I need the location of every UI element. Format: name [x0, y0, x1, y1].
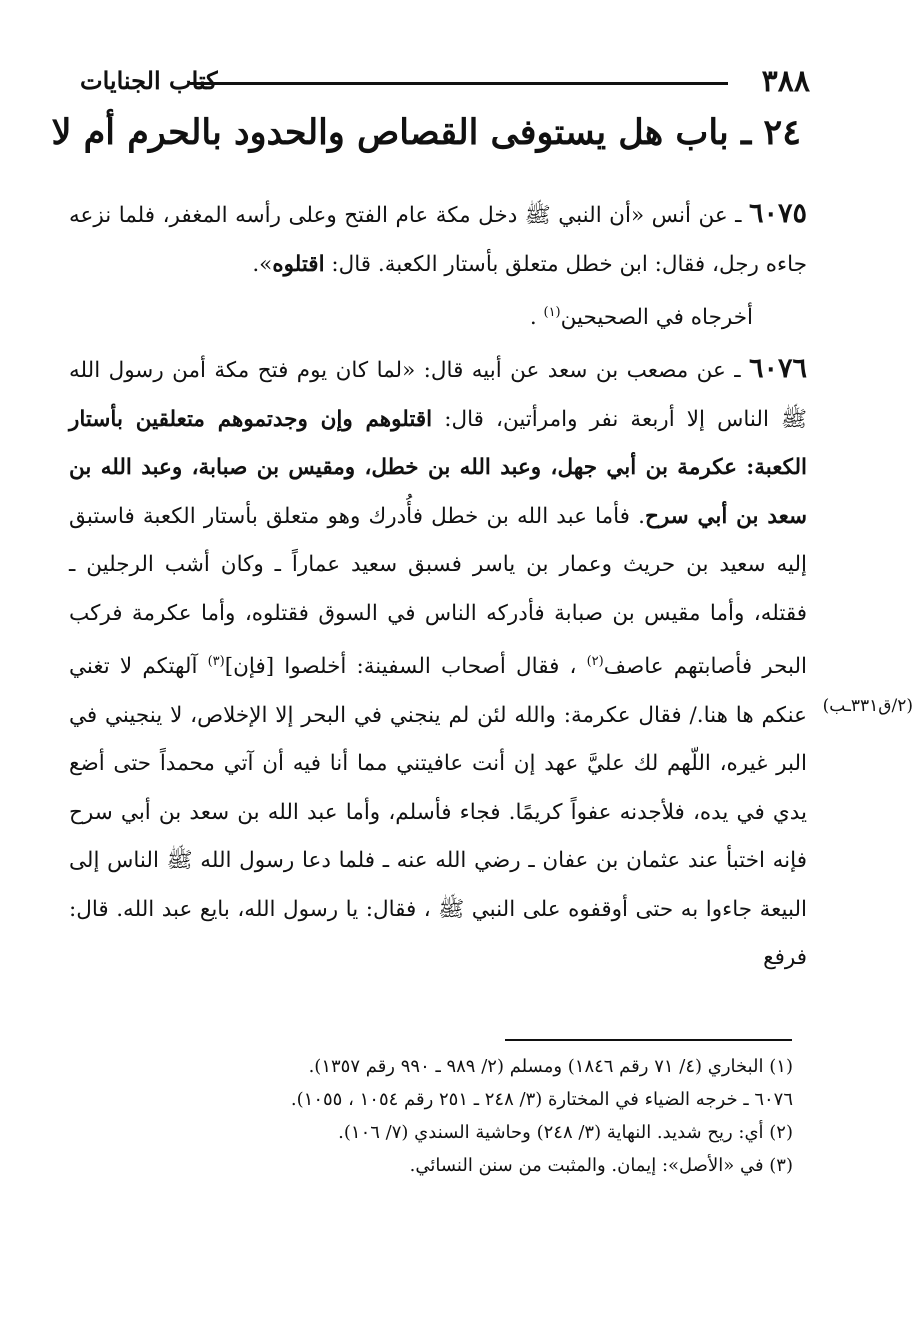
margin-note: (٢/ق٣٣١ـب) — [822, 696, 913, 716]
hadith-text: . فأما عبد الله بن خطل فأُدرك وهو متعلق بأستار الكعبة فاستبق إليه سعيد بن حريث وعمار بن ياسر فسبق سعيد عماراً ـ وكان أشب الرجلين ـ فقتله، وأما مقيس بن صبابة فأدركه الناس في السوق فقتلوه، وأما عكرمة فركب البحر فأصابتهم عاصف — [69, 503, 807, 680]
hadith-6076-body — [69, 345, 807, 983]
footnote-ref: (٣) — [207, 654, 225, 669]
hadith-6075 — [69, 190, 807, 343]
book-title: كتاب الجنايات — [80, 66, 218, 95]
footnote-item: (٣) في «الأصل»: إيمان. والمثبت من سنن النسائي. — [409, 1155, 793, 1176]
page-number: ٣٨٨ — [761, 64, 810, 99]
hadith-text: آلهتكم لا تغني عنكم ها هنا./ فقال عكرمة: والله لئن لم ينجني في البحر إلا الإخلاص، لا ينجيني في البر غيره، اللّهم لك عليَّ عهد إن أنت عافيتني مما أنا فيه أن آتي محمداً حتى أضع يدي في يده، فلأجدنه عفواً كريمًا. فجاء فأسلم، وأما عبد الله بن سعد بن أبي سرح فإنه اختبأ عند عثمان بن عفان ـ رضي الله عنه ـ فلما دعا رسول الله ﷺ الناس إلى البيعة جاءوا به حتى أوقفوه على النبي ﷺ ، فقال: يا رسول الله، بايع عبد الله. قال: فرفع — [69, 654, 807, 971]
hadith-text: ـ عن مصعب بن سعد عن أبيه قال: «لما كان يوم فتح مكة أمن رسول الله ﷺ الناس إلا أربعة نفر وامرأتين، قال: — [69, 358, 807, 432]
chapter-heading: ٢٤ ـ باب هل يستوفى القصاص والحدود بالحرم أم لا — [51, 112, 801, 153]
header-rule — [190, 82, 728, 85]
footnote-item: (٢) أي: ريح شديد. النهاية (٣/ ٢٤٨) وحاشية السندي (٧/ ١٠٦). — [338, 1122, 793, 1143]
hadith-text: ـ عن أنس «أن النبي ﷺ دخل مكة عام الفتح وعلى رأسه المغفر، فلما نزعه جاءه رجل، فقال: ابن خطل متعلق بأستار الكعبة. قال: — [69, 203, 807, 277]
takhrij-end: . — [529, 305, 544, 331]
hadith-bold-text: اقتلوه — [272, 251, 325, 277]
hadith-text-end: ». — [252, 251, 273, 277]
footnote-ref: (٢) — [586, 654, 604, 669]
hadith-number: ٦٠٧٦ — [748, 353, 807, 384]
hadith-text: ، فقال أصحاب السفينة: أخلصوا — [274, 654, 587, 680]
hadith-6075-body — [69, 190, 807, 289]
footnote-ref: (١) — [543, 305, 561, 320]
footnote-item: ٦٠٧٦ ـ خرجه الضياء في المختارة (٣/ ٢٤٨ ـ ٢٥١ رقم ١٠٥٤ ، ١٠٥٥). — [290, 1089, 793, 1110]
running-header — [80, 62, 810, 98]
hadith-bracket-text: [فإن] — [224, 654, 275, 680]
takhrij-text: أخرجاه في الصحيحين — [560, 305, 753, 331]
footnote-rule — [505, 1039, 792, 1041]
footnotes — [113, 1050, 793, 1182]
hadith-number: ٦٠٧٥ — [748, 198, 807, 229]
hadith-6076 — [69, 345, 807, 983]
footnote-item: (١) البخاري (٤/ ٧١ رقم ١٨٤٦) ومسلم (٢/ ٩٨٩ ـ ٩٩٠ رقم ١٣٥٧). — [308, 1056, 793, 1077]
hadith-6075-takhrij — [69, 289, 807, 343]
hadith-bold-text: اقتلوهم وإن وجدتموهم متعلقين بأستار الكعبة: عكرمة بن أبي جهل، وعبد الله بن خطل، ومقيس بن صبابة، وعبد الله بن سعد بن أبي سرح — [69, 406, 807, 529]
